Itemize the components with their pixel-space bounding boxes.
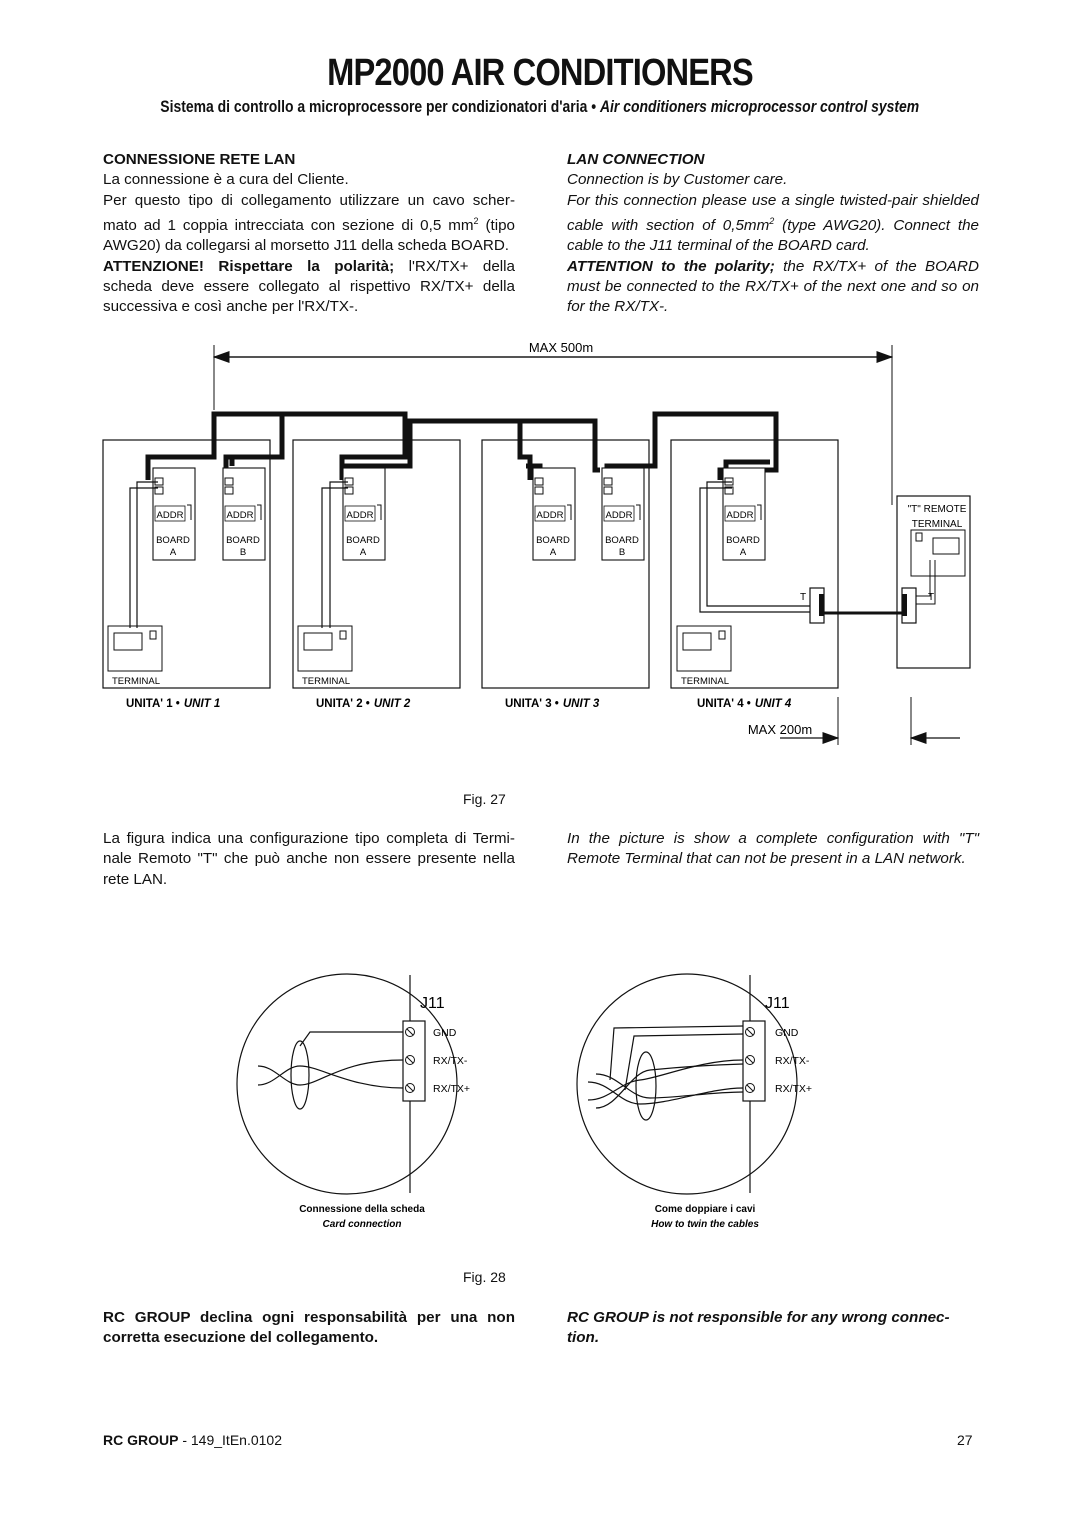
subtitle-it: Sistema di controllo a microprocessore per condizionatori d'aria (160, 97, 588, 116)
board-4-connector-1 (535, 478, 543, 485)
boards-layer (108, 468, 765, 687)
right-j11-label: J11 (765, 995, 790, 1012)
fig28-caption: Fig. 28 (463, 1269, 506, 1285)
t-connector-remote-pin (902, 594, 907, 616)
left-j11-label: J11 (420, 995, 445, 1012)
board-4-board-letter: A (549, 547, 557, 558)
disclaimer-en: RC GROUP is not responsible for any wrong connec-tion. (567, 1309, 950, 1347)
remote-terminal-display (933, 538, 959, 554)
unit4-label: UNITA' 4 • UNIT 4 (697, 698, 792, 710)
disclaimer-it: RC GROUP declina ogni responsabilità per una non corretta esecuzione del collegamento. (103, 1309, 515, 1347)
section-en-p3: ATTENTION to the polarity; the RX/TX+ of the BOARD must be connected to the RX/TX+ of the next one and so on for the RX/TX-. (567, 257, 979, 316)
left-gnd-label: GND (433, 1027, 457, 1039)
j11-diagrams (0, 920, 1080, 1240)
remote-terminal-device (911, 530, 965, 576)
board-3-board-letter: A (359, 547, 367, 558)
terminal-2-label: TERMINAL (301, 676, 351, 687)
board-4-board-label: BOARD (536, 535, 570, 546)
max-lan-label: MAX 500m (528, 340, 594, 355)
right-caption-it: Come doppiare i cavi (654, 1204, 756, 1215)
lan-diagram (0, 330, 1080, 750)
board-5-board-label: BOARD (605, 535, 639, 546)
section-it-p2: Per questo tipo di collegamento utilizzare un cavo scher-mato ad 1 coppia intrecciata con sezione di 0,5 $mm^2$ (tipo AWG20) da collegarsi al morsetto J11 della scheda BOARD. (103, 191, 516, 255)
board-5-connector-1 (604, 478, 612, 485)
left-caption-it: Connessione della scheda (299, 1204, 425, 1215)
fig27-text-it: La figura indica una configurazione tipo completa di Termi-nale Remoto "T" che può anche non essere presente nella rete LAN. (103, 830, 515, 888)
remote-label-2: TERMINAL (911, 519, 963, 530)
remote-label: "T" REMOTE (907, 504, 967, 515)
left-cables (258, 1032, 403, 1109)
board-5-addr-label: ADDR (605, 510, 633, 521)
unit1-label: UNITA' 1 • UNIT 1 (126, 698, 221, 710)
board-2-board-label: BOARD (226, 535, 260, 546)
terminal-3-label: TERMINAL (680, 676, 730, 687)
unit3-label: UNITA' 3 • UNIT 3 (505, 698, 600, 710)
right-gnd-label: GND (775, 1027, 799, 1039)
terminal-1-label: TERMINAL (111, 676, 161, 687)
t-connector-unit4-pin (819, 594, 824, 616)
section-en-p2: For this connection please use a single twisted-pair shielded cable with section of $0,5mm^2$ (type AWG20). Connect the cable to the J11 terminal of the BOARD card. (567, 191, 979, 255)
remote-terminal-key (916, 533, 922, 541)
board-6-addr-label: ADDR (726, 510, 754, 521)
subtitle-en: Air conditioners microprocessor control system (600, 97, 920, 116)
right-cables (588, 1026, 743, 1120)
board-1-board-letter: A (169, 547, 177, 558)
section-en-p1: Connection is by Customer care. (567, 171, 788, 189)
page-number: 27 (957, 1432, 973, 1448)
board-2-connector-2 (225, 487, 233, 494)
page-title: MP2000 AIR CONDITIONERS (327, 52, 753, 94)
section-en-heading: LAN CONNECTION (567, 151, 705, 168)
left-rx-plus-label: RX/TX+ (433, 1083, 471, 1095)
right-caption-en: How to twin the cables (651, 1219, 759, 1230)
board-5-connector-2 (604, 487, 612, 494)
board-1-board-label: BOARD (156, 535, 190, 546)
board-3-addr-label: ADDR (346, 510, 374, 521)
right-rx-plus-label: RX/TX+ (775, 1083, 813, 1095)
page-subtitle (0, 97, 1080, 117)
board-2-board-letter: B (239, 547, 247, 558)
board-1-addr-label: ADDR (156, 510, 184, 521)
left-rx-minus-label: RX/TX- (433, 1055, 468, 1067)
section-en (567, 150, 979, 317)
section-it-p3: ATTENZIONE! Rispettare la polarità; l'RX/TX+ della scheda deve essere collegato al rispettivo RX/TX+ della successiva e così anche per l'RX/TX-. (103, 257, 515, 316)
section-it-heading: CONNESSIONE RETE LAN (103, 151, 296, 168)
remote-wire-1 (916, 560, 930, 596)
fig27-text-en: In the picture is show a complete configuration with "T" Remote Terminal that can not be present in a LAN network. (567, 830, 979, 868)
subtitle-separator: • (591, 97, 597, 116)
right-rx-minus-label: RX/TX- (775, 1055, 810, 1067)
max-remote-label: MAX 200m (747, 722, 813, 737)
left-caption-en: Card connection (322, 1219, 402, 1230)
board-6-board-letter: A (739, 547, 747, 558)
board-4-connector-2 (535, 487, 543, 494)
board-4-addr-label: ADDR (536, 510, 564, 521)
section-it (103, 150, 515, 317)
footer-code: RC GROUP - 149_ItEn.0102 (103, 1432, 282, 1448)
board-2-connector-1 (225, 478, 233, 485)
t-label-unit4: T (800, 592, 807, 603)
board-2-addr-label: ADDR (226, 510, 254, 521)
board-5-board-letter: B (618, 547, 626, 558)
fig27-caption: Fig. 27 (463, 791, 506, 807)
board-3-board-label: BOARD (346, 535, 380, 546)
section-it-p1: La connessione è a cura del Cliente. (103, 171, 349, 189)
board-6-board-label: BOARD (726, 535, 760, 546)
t-label-remote: T (928, 592, 935, 603)
unit2-label: UNITA' 2 • UNIT 2 (316, 698, 411, 710)
